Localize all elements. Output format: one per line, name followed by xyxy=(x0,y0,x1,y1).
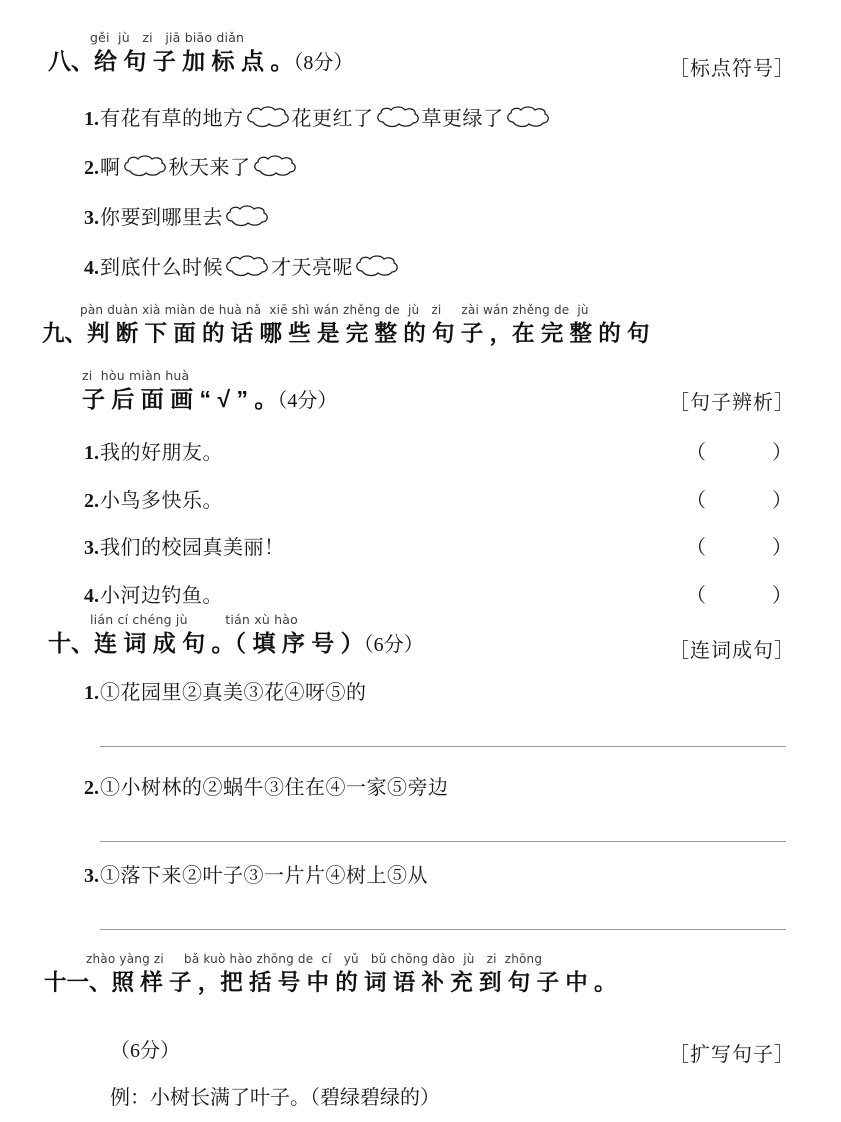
question-8-1 xyxy=(84,106,552,137)
question-number: 4. xyxy=(84,257,99,279)
question-text-part: 花更红了 xyxy=(291,108,374,130)
question-text-part: 秋天来了 xyxy=(168,157,251,179)
answer-line-10-3[interactable] xyxy=(100,929,786,930)
paren-close: ） xyxy=(772,442,792,464)
option-item: ③花 xyxy=(243,682,285,704)
question-number: 3. xyxy=(84,537,99,559)
question-number: 2. xyxy=(84,777,99,799)
answer-line-10-1[interactable] xyxy=(100,746,786,747)
cloud-blank[interactable] xyxy=(505,106,551,137)
cloud-blank[interactable] xyxy=(354,255,400,286)
option-item: ③住在 xyxy=(264,777,326,799)
option-item: ①花园里 xyxy=(100,682,182,704)
question-text-part: 到底什么时候 xyxy=(100,257,223,279)
section-10-title-text: 十、连 词 成 句 。（ 填 序 号 ） xyxy=(48,630,364,656)
question-text-part: 草更绿了 xyxy=(421,108,504,130)
section-9-pinyin-line2: zi hòu miàn huà xyxy=(82,368,190,383)
cloud-blank[interactable] xyxy=(245,106,291,137)
option-item: ④呀 xyxy=(284,682,326,704)
question-text-part: 才天亮呢 xyxy=(271,257,353,279)
section-9-tag: ［句子辨析］ xyxy=(669,392,795,414)
section-9-pinyin-line1: pàn duàn xià miàn de huà nǎ xiē shì wán zhěng de jù zi zài wán zhěng de jù xyxy=(80,303,589,317)
question-text-part: 啊 xyxy=(100,157,121,179)
section-11-example: 例：小树长满了叶子。（碧绿碧绿的） xyxy=(110,1087,440,1109)
paren-close: ） xyxy=(772,490,792,512)
question-text-part: 你要到哪里去 xyxy=(100,207,223,229)
option-item: ①小树林的 xyxy=(100,777,203,799)
section-11-title: 十一、照 样 子 ，把 括 号 中 的 词 语 补 充 到 句 子 中 。 xyxy=(44,970,617,995)
section-11-pinyin: zhào yàng zi bǎ kuò hào zhōng de cí yǔ bǔ chōng dào jù zi zhōng xyxy=(86,952,543,966)
section-10-score: （6分） xyxy=(363,634,424,656)
question-10-2 xyxy=(84,775,449,801)
question-number: 1. xyxy=(84,108,99,130)
question-text: 我的好朋友。 xyxy=(100,442,223,464)
section-8-pinyin: gěi jù zi jiā biāo diǎn xyxy=(90,30,245,45)
section-11-score xyxy=(110,1038,180,1064)
section-8 xyxy=(0,30,841,78)
question-number: 4. xyxy=(84,585,99,607)
option-item: ②蜗牛 xyxy=(202,777,264,799)
section-9-title-line2-text: 子 后 面 画 “ √ ” 。 xyxy=(82,386,278,412)
option-item: ②叶子 xyxy=(182,865,244,887)
section-11 xyxy=(0,952,841,998)
question-text-part: 有花有草的地方 xyxy=(100,108,244,130)
section-9-title-line1: 九、判 断 下 面 的 话 哪 些 是 完 整 的 句 子 ，在 完 整 的 句 xyxy=(42,321,650,346)
section-8-tag: ［标点符号］ xyxy=(669,58,795,80)
question-number: 1. xyxy=(84,442,99,464)
section-9 xyxy=(0,303,841,349)
section-10-tag: ［连词成句］ xyxy=(669,640,795,662)
option-item: ①落下来 xyxy=(100,865,182,887)
option-item: ③一片片 xyxy=(243,865,326,887)
question-9-2 xyxy=(84,488,223,514)
cloud-blank[interactable] xyxy=(375,106,421,137)
section-10-pinyin: lián cí chéng jù tián xù hào xyxy=(90,612,298,627)
question-number: 3. xyxy=(84,207,99,229)
option-item: ⑤从 xyxy=(387,865,428,887)
section-11-heading xyxy=(0,952,841,998)
question-10-1 xyxy=(84,680,367,706)
question-text: 我们的校园真美丽！ xyxy=(100,537,285,559)
cloud-blank[interactable] xyxy=(122,155,168,186)
cloud-blank[interactable] xyxy=(252,155,298,186)
paren-close: ） xyxy=(772,537,792,559)
cloud-blank[interactable] xyxy=(224,205,270,236)
question-9-4 xyxy=(84,583,223,609)
question-text: 小鸟多快乐。 xyxy=(100,490,223,512)
section-11-tag: ［扩写句子］ xyxy=(669,1044,795,1066)
section-9-score: （4分） xyxy=(277,390,338,412)
question-9-1 xyxy=(84,440,223,466)
option-item: ④一家 xyxy=(325,777,387,799)
question-9-3 xyxy=(84,535,285,561)
section-9-heading-line2 xyxy=(0,368,841,416)
option-item: ④树上 xyxy=(325,865,387,887)
question-8-3 xyxy=(84,205,271,236)
question-number: 1. xyxy=(84,682,99,704)
paren-open: （ xyxy=(686,490,706,512)
section-8-score: （8分） xyxy=(293,52,354,74)
section-11-score-text: （6分） xyxy=(110,1040,180,1062)
section-8-title-text: 八、给 句 子 加 标 点 。 xyxy=(48,48,294,74)
option-item: ⑤旁边 xyxy=(387,777,449,799)
section-8-heading xyxy=(0,30,841,78)
paren-close: ） xyxy=(772,585,792,607)
question-8-4 xyxy=(84,255,401,286)
question-number: 2. xyxy=(84,490,99,512)
question-number: 3. xyxy=(84,865,99,887)
question-text: 小河边钓鱼。 xyxy=(100,585,223,607)
section-10 xyxy=(0,612,841,660)
cloud-blank[interactable] xyxy=(224,255,270,286)
paren-open: （ xyxy=(686,537,706,559)
question-10-3 xyxy=(84,863,428,889)
paren-open: （ xyxy=(686,585,706,607)
option-item: ②真美 xyxy=(182,682,244,704)
section-9-heading-line1 xyxy=(0,303,841,349)
paren-open: （ xyxy=(686,442,706,464)
question-8-2 xyxy=(84,155,299,186)
question-number: 2. xyxy=(84,157,99,179)
section-10-heading xyxy=(0,612,841,660)
option-item: ⑤的 xyxy=(325,682,367,704)
answer-line-10-2[interactable] xyxy=(100,841,786,842)
